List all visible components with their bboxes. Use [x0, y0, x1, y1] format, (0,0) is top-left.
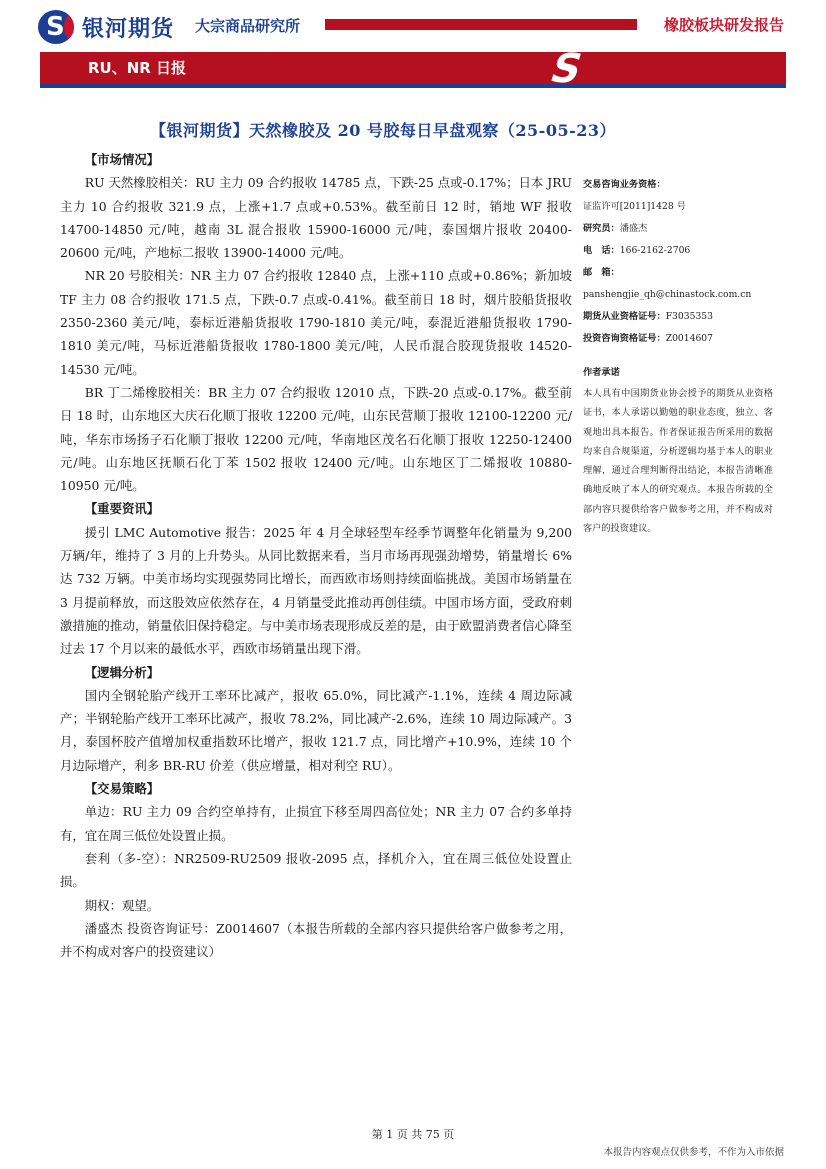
paragraph-logic: 国内全钢轮胎产线开工率环比减产，报收 65.0%，同比减产-1.1%，连续 4 周边际减产；半钢轮胎产线开工率环比减产，报收 78.2%，同比减产-2.6%，连续 10 周边际减产。3 月，泰国杯胶产值增加权重指数环比增产，报收 121.7 点，同比增产+10.9%，连续 10 个月边际增产，利多 BR-RU 价差（供应增量，相对利空 RU）。 [60, 687, 572, 773]
paragraph-options: 期权：观望。 [84, 897, 160, 913]
section-heading-strategy: 【交易策略】 [84, 781, 160, 797]
report-series-label: RU、NR 日报 [88, 59, 187, 77]
paragraph-signature: 潘盛杰 投资咨询证号：Z0014607（本报告所载的全部内容只提供给客户做参考之用，并不构成对客户的投资建议） [60, 920, 572, 960]
institute-name: 大宗商品研究所 [195, 17, 301, 35]
section-heading-logic: 【逻辑分析】 [84, 664, 160, 680]
researcher-label: 研究员： [583, 223, 620, 234]
futures-license-row [583, 306, 773, 328]
company-logo [38, 10, 174, 44]
page-number: 第 1 页 共 75 页 [371, 1128, 455, 1141]
phone-label: 电 话： [583, 245, 620, 256]
futures-license-label: 期货从业资格证号： [583, 311, 666, 322]
paragraph-arbitrage: 套利（多-空）：NR2509-RU2509 报收-2095 点，择机介入，宜在周三低位处设置止损。 [60, 850, 572, 890]
paragraph-news: 援引 LMC Automotive 报告：2025 年 4 月全球轻型车经季节调整年化销量为 9,200 万辆/年，维持了 3 月的上升势头。从同比数据来看，当月市场再现强劲增势，销量增长 6%达 732 万辆。中美市场均实现强势同比增长，而西欧市场则持续面临挑战。美国市场销量在 3 月提前释放，而这股效应依然存在，4 月销量受此推动再创佳绩。中国市场方面，受政府刺激措施的推动，销量依旧保持稳定。与中美市场表现形成反差的是，由于欧盟消费者信心降至过去 17 个月以来的最低水平，西欧市场销量出现下滑。 [60, 524, 572, 657]
email-label: 邮 箱： [583, 267, 620, 278]
section-heading-news: 【重要资讯】 [84, 501, 160, 517]
email-address: panshengjie_qh@chinastock.com.cn [583, 289, 752, 300]
invest-license-number: Z0014607 [665, 333, 713, 344]
logo-text: 银河期货 [82, 16, 175, 42]
paragraph-br: BR 丁二烯橡胶相关：BR 主力 07 合约报收 12010 点，下跌-20 点或-0.17%。截至前日 18 时，山东地区大庆石化顺丁报收 12200 元/吨，山东民营顺丁报收 12100-12200 元/吨，华东市场扬子石化顺丁报收 12200 元/吨，华南地区茂名石化顺丁报收 12250-12400 元/吨。山东地区抚顺石化丁苯 1502 报收 12400 元/吨。山东地区丁二烯报收 10880-10950 元/吨。 [60, 384, 572, 494]
researcher-row [583, 218, 773, 240]
phone-row [583, 240, 773, 262]
report-body [60, 148, 572, 963]
researcher-name: 潘盛杰 [619, 223, 648, 234]
analyst-sidebar [583, 174, 773, 538]
invest-license-label: 投资咨询资格证号： [583, 333, 666, 344]
author-pledge-text: 本人具有中国期货业协会授予的期货从业资格证书，本人承诺以勤勉的职业态度，独立、客观地出具本报告。作者保证报告所采用的数据均来自合规渠道，分析逻辑均基于本人的职业理解，通过合理判断得出结论，本报告清晰准确地反映了本人的研究观点。本报告所载的全部内容只提供给客户做参考之用，并不构成对客户的投资建议。 [583, 388, 773, 535]
qualification-number: 证监许可[2011]1428 号 [583, 201, 686, 212]
author-pledge-heading: 作者承诺 [583, 367, 620, 378]
invest-license-row [583, 328, 773, 350]
section-heading-market: 【市场情况】 [84, 152, 160, 167]
report-type-tag: 橡胶板块研发报告 [663, 16, 784, 34]
report-title: 【银河期货】天然橡胶及 20 号胶每日早盘观察（25-05-23） [150, 121, 616, 140]
paragraph-ru: RU 天然橡胶相关：RU 主力 09 合约报收 14785 点，下跌-25 点或-0.17%；日本 JRU 主力 10 合约报收 321.9 点，上涨+1.7 点或+0.53%。截至前日 12 时，销地 WF 报收 14700-14850 元/吨，越南 3L 混合报收 15900-16000 元/吨，泰国烟片报收 20400-20600 元/吨，产地标二报收 13900-14000 元/吨。 [60, 175, 572, 261]
paragraph-nr: NR 20 号胶相关：NR 主力 07 合约报收 12840 点，上涨+110 点或+0.86%；新加坡 TF 主力 08 合约报收 171.5 点，下跌-0.7 点或-0.41%。截至前日 18 时，烟片胶船货报收 2350-2360 美元/吨，泰标近港船货报收 1790-1810 美元/吨，泰混近港船货报收 1790-1810 美元/吨，马标近港船货报收 1780-1800 美元/吨，人民币混合胶现货报收 14520-14530 元/吨。 [60, 268, 572, 377]
futures-license-number: F3035353 [665, 311, 713, 322]
band-s-icon: S [544, 46, 589, 92]
phone-number: 166-2162-2706 [619, 245, 691, 256]
header-band-stripe [40, 84, 786, 88]
logo-mark-icon: S [38, 10, 74, 44]
qualification-heading: 交易咨询业务资格： [583, 179, 666, 190]
footer-disclaimer: 本报告内容观点仅供参考，不作为入市依据 [603, 1147, 784, 1158]
header-red-bar [325, 19, 637, 30]
paragraph-single-side: 单边：RU 主力 09 合约空单持有，止损宜下移至周四高位处；NR 主力 07 合约多单持有，宜在周三低位处设置止损。 [60, 804, 572, 843]
